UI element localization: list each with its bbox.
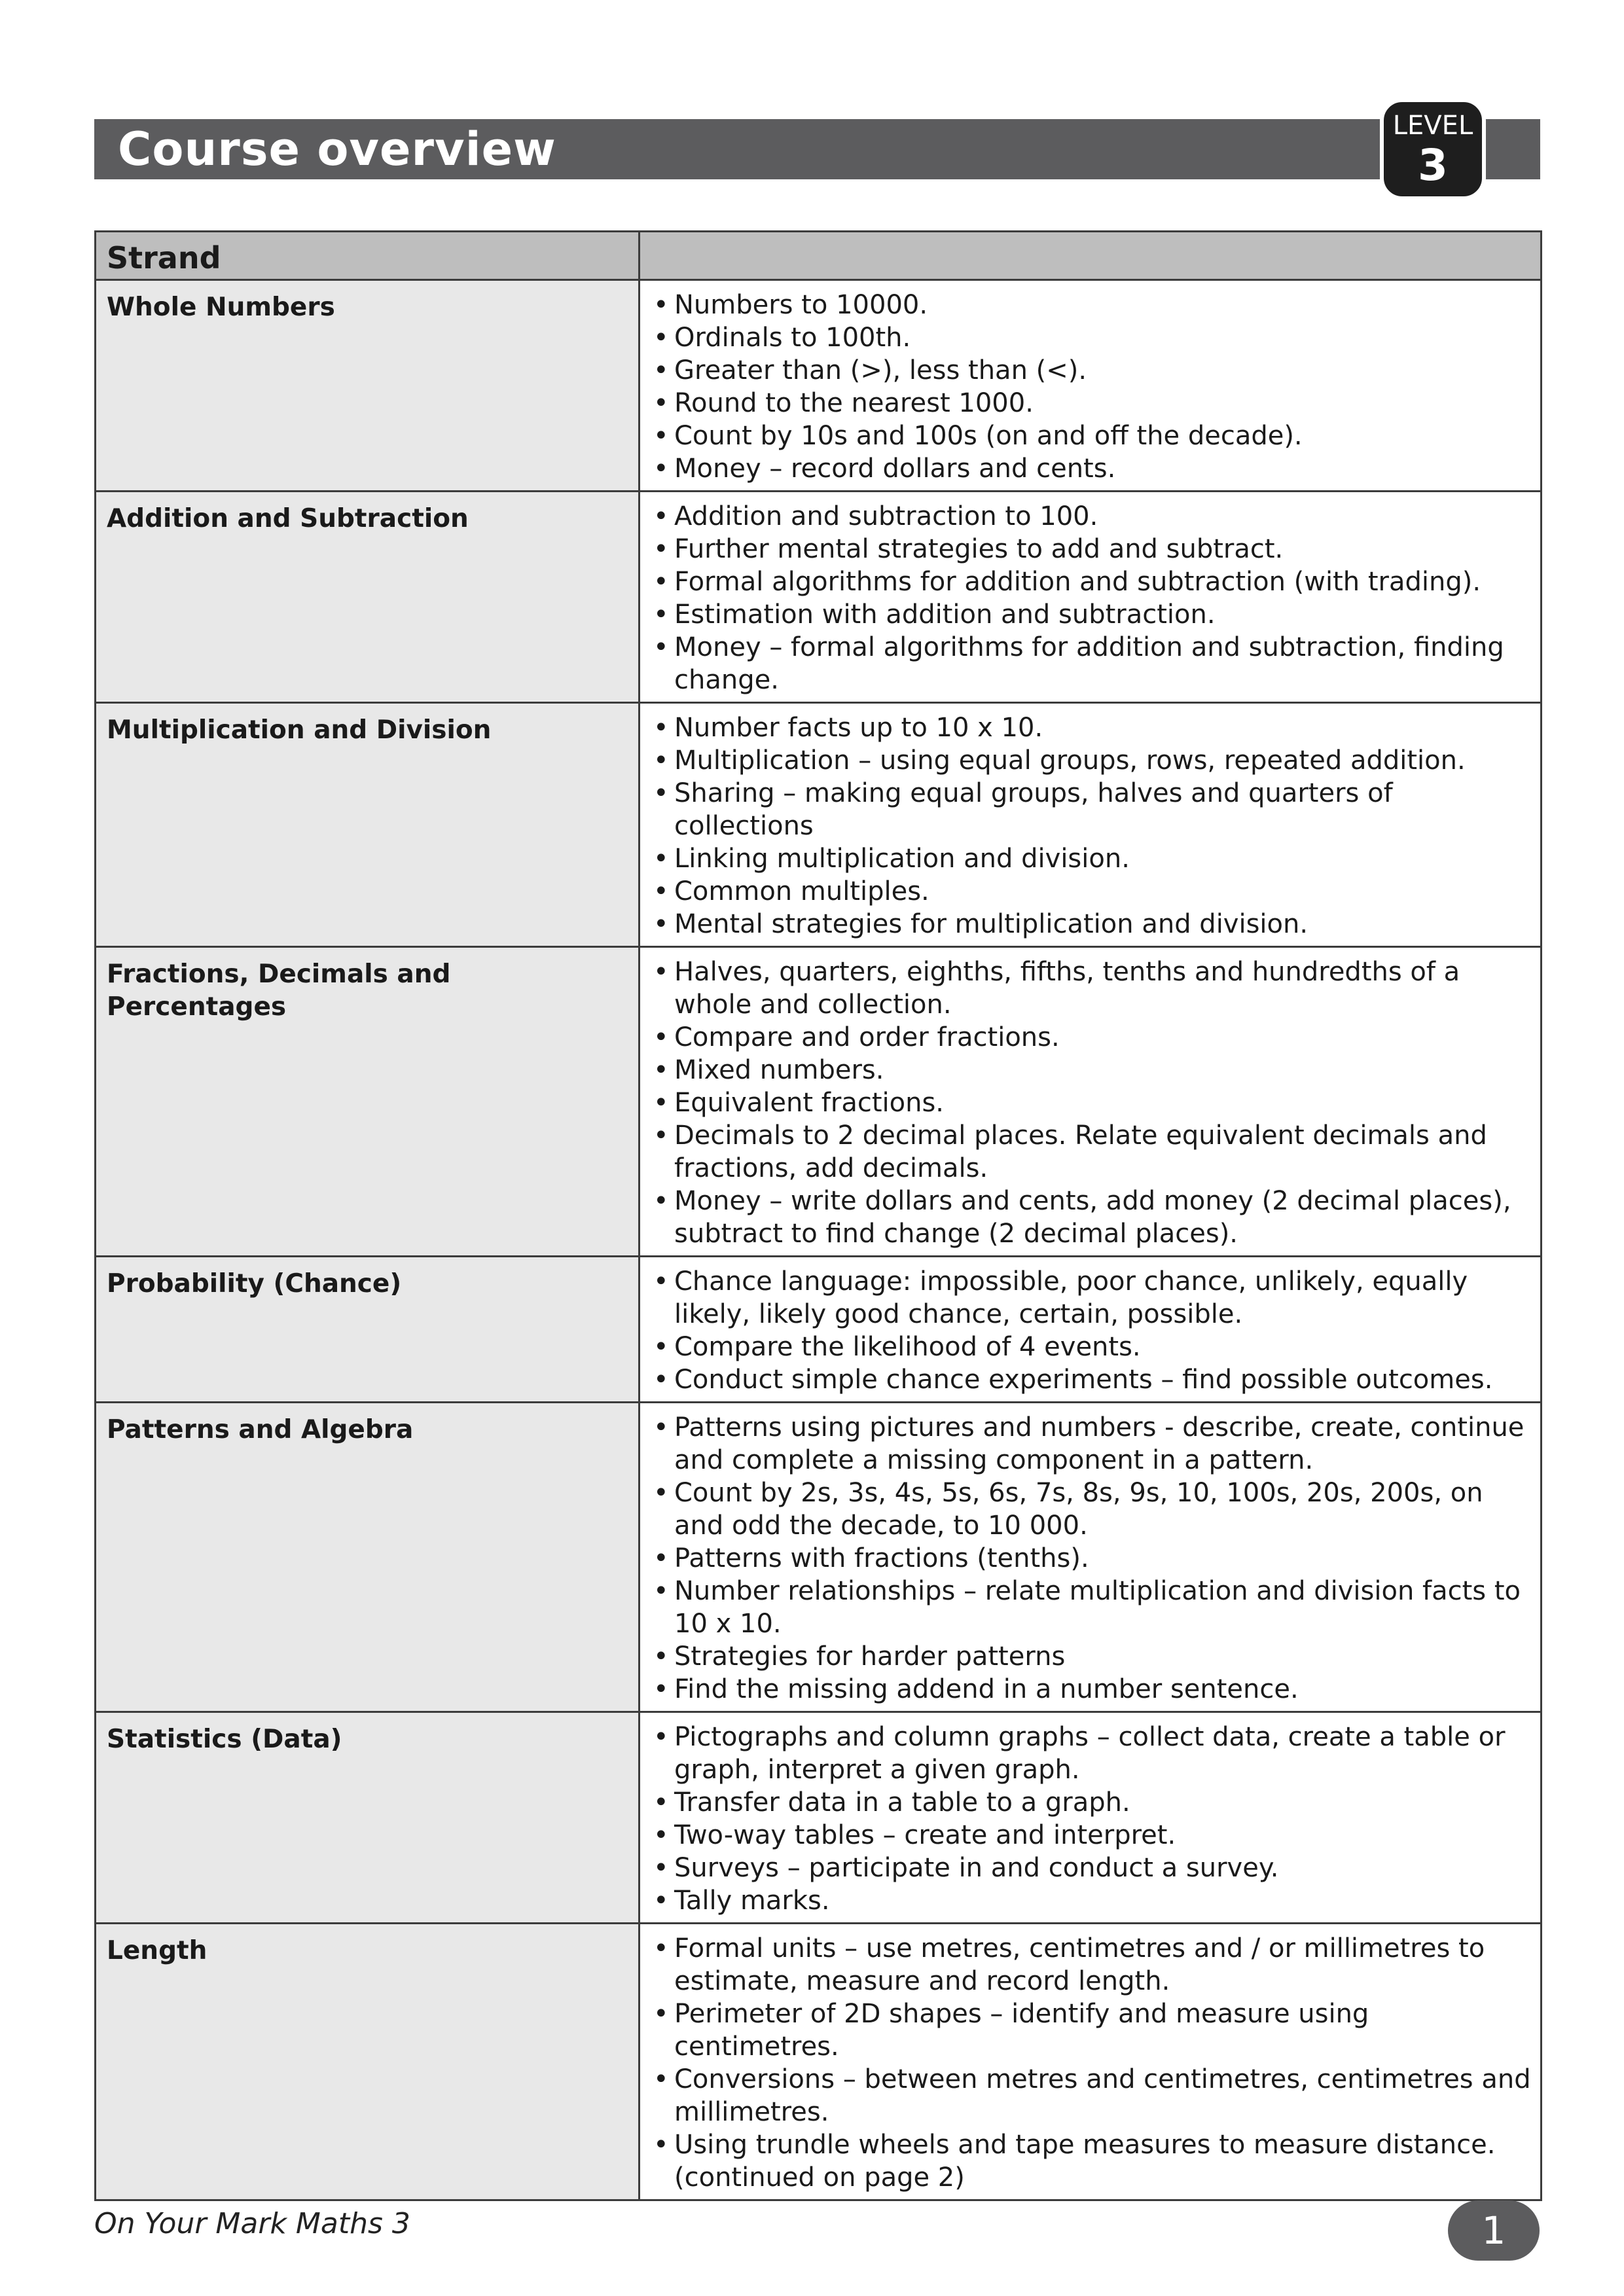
bullet-point: • Further mental strategies to add and subtract. (652, 533, 1531, 565)
table-row (96, 1257, 1542, 1403)
bullet-point: • Conversions – between metres and centimetres, centimetres and millimetres. (652, 2063, 1531, 2128)
bullet-point: • Patterns with fractions (tenths). (652, 1542, 1531, 1575)
bullet-point: • Number facts up to 10 x 10. (652, 711, 1531, 744)
bullet-point: • Pictographs and column graphs – collect data, create a table or graph, interpret a given graph. (652, 1721, 1531, 1786)
bullet-point: • Surveys – participate in and conduct a survey. (652, 1852, 1531, 1884)
bullet-point: • Estimation with addition and subtraction. (652, 598, 1531, 631)
bullet-point: • Numbers to 10000. (652, 289, 1531, 321)
strand-name: Fractions, Decimals and Percentages (96, 947, 640, 1257)
bullet-point: • Money – write dollars and cents, add money (2 decimal places), subtract to find change (2 decimal places). (652, 1185, 1531, 1250)
bullet-list (652, 1721, 1531, 1917)
bullet-point: • Common multiples. (652, 875, 1531, 908)
bullet-list (652, 711, 1531, 941)
bullet-list (652, 956, 1531, 1250)
title-bar (94, 119, 1540, 179)
table-row (96, 703, 1542, 947)
strand-content (640, 1403, 1542, 1712)
bullet-point: • Compare the likelihood of 4 events. (652, 1331, 1531, 1363)
table-row (96, 280, 1542, 492)
bullet-point: • Linking multiplication and division. (652, 842, 1531, 875)
bullet-point: • Round to the nearest 1000. (652, 387, 1531, 420)
level-number: 3 (1418, 140, 1448, 190)
bullet-point: • Strategies for harder patterns (652, 1640, 1531, 1673)
bullet-point: • Patterns using pictures and numbers - describe, create, continue and complete a missing component in a pattern. (652, 1411, 1531, 1477)
bullet-list (652, 1265, 1531, 1396)
bullet-point: • Money – formal algorithms for addition and subtraction, finding change. (652, 631, 1531, 696)
level-badge (1380, 98, 1486, 200)
strand-name: Patterns and Algebra (96, 1403, 640, 1712)
bullet-point: • Chance language: impossible, poor chance, unlikely, equally likely, likely good chance, certain, possible. (652, 1265, 1531, 1331)
strand-name: Length (96, 1924, 640, 2200)
bullet-point: • Mixed numbers. (652, 1054, 1531, 1086)
table-row (96, 492, 1542, 703)
table-row (96, 947, 1542, 1257)
table-row (96, 1712, 1542, 1924)
bullet-point: • Count by 10s and 100s (on and off the decade). (652, 420, 1531, 452)
bullet-point: • Money – record dollars and cents. (652, 452, 1531, 485)
bullet-point: • Conduct simple chance experiments – find possible outcomes. (652, 1363, 1531, 1396)
page-title: Course overview (118, 122, 556, 176)
bullet-point: • Formal algorithms for addition and subtraction (with trading). (652, 565, 1531, 598)
bullet-point: • Greater than (>), less than (<). (652, 354, 1531, 387)
table-row (96, 1403, 1542, 1712)
strand-content (640, 1257, 1542, 1403)
strand-name: Addition and Subtraction (96, 492, 640, 703)
bullet-point: • Sharing – making equal groups, halves and quarters of collections (652, 777, 1531, 842)
footer-book-title: On Your Mark Maths 3 (94, 2207, 410, 2240)
bullet-point: • Equivalent fractions. (652, 1086, 1531, 1119)
page-number: 1 (1448, 2200, 1540, 2261)
bullet-point: • Count by 2s, 3s, 4s, 5s, 6s, 7s, 8s, 9s, 10, 100s, 20s, 200s, on and odd the decade, to 10 000. (652, 1477, 1531, 1542)
strand-name: Probability (Chance) (96, 1257, 640, 1403)
bullet-point: • Using trundle wheels and tape measures to measure distance. (continued on page 2) (652, 2128, 1531, 2194)
level-label: LEVEL (1392, 111, 1473, 141)
bullet-point: • Multiplication – using equal groups, rows, repeated addition. (652, 744, 1531, 777)
bullet-point: • Mental strategies for multiplication and division. (652, 908, 1531, 941)
bullet-point: • Two-way tables – create and interpret. (652, 1819, 1531, 1852)
course-overview-table (94, 230, 1542, 2201)
bullet-point: • Find the missing addend in a number sentence. (652, 1673, 1531, 1706)
table-row (96, 1924, 1542, 2200)
content-column-header (640, 232, 1542, 280)
strand-content (640, 947, 1542, 1257)
table-body (96, 280, 1542, 2200)
strand-name: Whole Numbers (96, 280, 640, 492)
strand-content (640, 1712, 1542, 1924)
strand-content (640, 280, 1542, 492)
strand-name: Multiplication and Division (96, 703, 640, 947)
bullet-list (652, 1411, 1531, 1706)
bullet-point: • Transfer data in a table to a graph. (652, 1786, 1531, 1819)
bullet-list (652, 1932, 1531, 2194)
table-header-row (96, 232, 1542, 280)
bullet-point: • Perimeter of 2D shapes – identify and measure using centimetres. (652, 1998, 1531, 2063)
strand-content (640, 492, 1542, 703)
bullet-list (652, 289, 1531, 485)
bullet-point: • Decimals to 2 decimal places. Relate equivalent decimals and fractions, add decimals. (652, 1119, 1531, 1185)
bullet-point: • Number relationships – relate multiplication and division facts to 10 x 10. (652, 1575, 1531, 1640)
bullet-point: • Compare and order fractions. (652, 1021, 1531, 1054)
bullet-point: • Addition and subtraction to 100. (652, 500, 1531, 533)
strand-column-header: Strand (96, 232, 640, 280)
strand-name: Statistics (Data) (96, 1712, 640, 1924)
strand-content (640, 1924, 1542, 2200)
bullet-point: • Ordinals to 100th. (652, 321, 1531, 354)
bullet-point: • Halves, quarters, eighths, fifths, tenths and hundredths of a whole and collection. (652, 956, 1531, 1021)
bullet-point: • Tally marks. (652, 1884, 1531, 1917)
bullet-point: • Formal units – use metres, centimetres and / or millimetres to estimate, measure and record length. (652, 1932, 1531, 1998)
bullet-list (652, 500, 1531, 696)
strand-content (640, 703, 1542, 947)
